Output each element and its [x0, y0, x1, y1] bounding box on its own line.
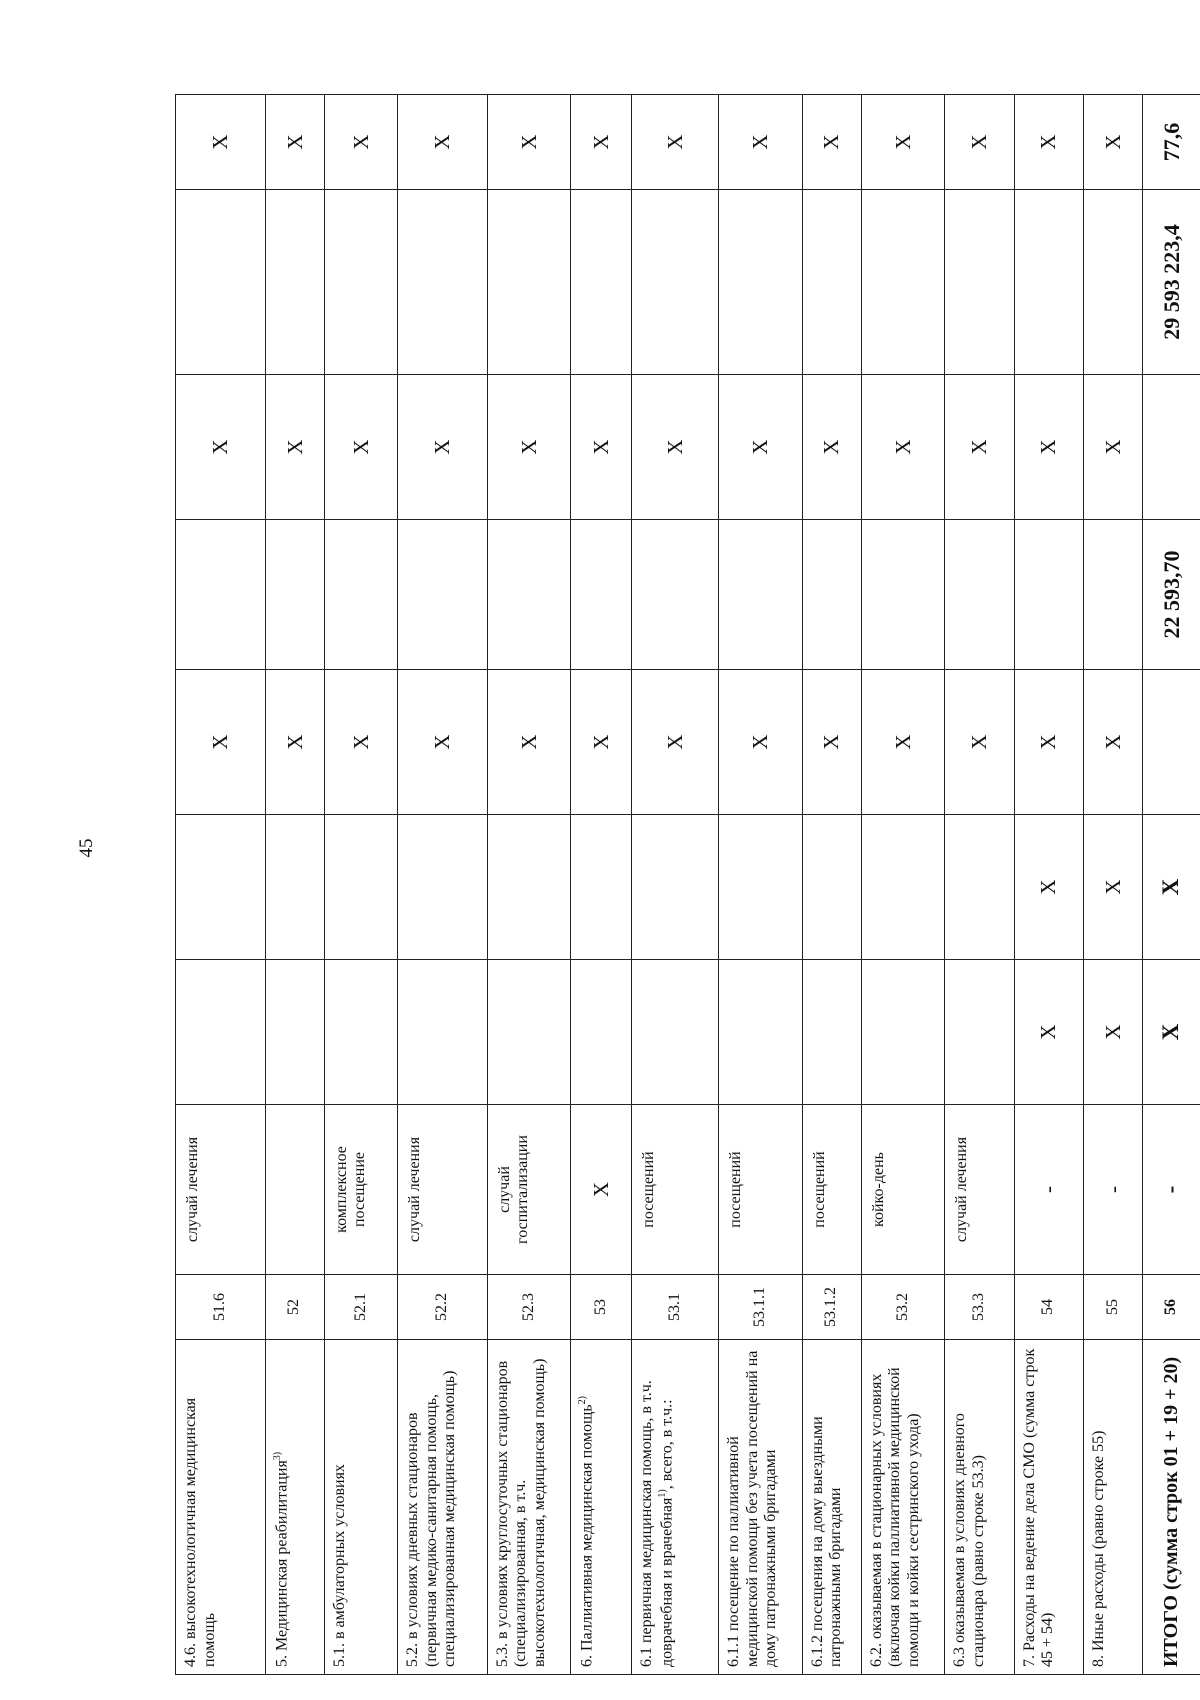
row-name: 6.3 оказываемая в условиях дневного стационара (равно строке 53.3)	[951, 1413, 987, 1667]
value-cell-c8: X	[632, 375, 719, 520]
value-cell-c4	[719, 960, 803, 1105]
value-cell-c6	[1142, 670, 1200, 815]
value-cell-c9: 29 593 223,4	[1142, 190, 1200, 375]
value-cell-c10: X	[945, 95, 1014, 190]
value-cell-c4	[487, 960, 571, 1105]
row-unit: койко-день	[861, 1105, 945, 1275]
value-cell-c10: X	[571, 95, 632, 190]
row-name: 8. Иные расходы (равно строке 55)	[1089, 1430, 1107, 1667]
value-cell-c9	[632, 190, 719, 375]
row-unit: посещений	[802, 1105, 861, 1275]
value-cell-c4	[802, 960, 861, 1105]
value-cell-c4: X	[1014, 960, 1083, 1105]
row-name: 6. Паллиативная медицинская помощь	[578, 1404, 596, 1667]
value-cell-c4	[861, 960, 945, 1105]
row-name-cell	[1142, 1340, 1200, 1675]
row-unit: случай госпитализации	[487, 1105, 571, 1275]
value-cell-c5	[861, 815, 945, 960]
value-cell-c6: X	[632, 670, 719, 815]
value-cell-c8: X	[571, 375, 632, 520]
value-cell-c9	[487, 190, 571, 375]
row-unit: -	[1083, 1105, 1142, 1275]
row-code: 54	[1014, 1275, 1083, 1340]
value-cell-c7	[1083, 520, 1142, 670]
row-name-cell	[324, 1340, 397, 1675]
value-cell-c6: X	[861, 670, 945, 815]
row-code: 53.3	[945, 1275, 1014, 1340]
value-cell-c8: X	[719, 375, 803, 520]
row-name-cell	[632, 1340, 719, 1675]
value-cell-c5	[802, 815, 861, 960]
row-code: 51.6	[176, 1275, 266, 1340]
value-cell-c10: X	[802, 95, 861, 190]
row-code: 52.2	[398, 1275, 488, 1340]
value-cell-c9	[719, 190, 803, 375]
row-name: 4.6. высокотехнологичная медицинская помощь	[182, 1397, 218, 1667]
row-code: 53.2	[861, 1275, 945, 1340]
value-cell-c8: X	[945, 375, 1014, 520]
value-cell-c7	[802, 520, 861, 670]
financing-table	[175, 94, 1200, 1675]
row-name: 5. Медицинская реабилитация	[272, 1460, 290, 1667]
row-code: 53.1	[632, 1275, 719, 1340]
value-cell-c4	[176, 960, 266, 1105]
value-cell-c7: 22 593,70	[1142, 520, 1200, 670]
row-code: 53.1.2	[802, 1275, 861, 1340]
row-name: 5.3. в условиях круглосуточных стационаров (специализированная, в т.ч. высокотехнологичная, медицинская помощь)	[493, 1358, 548, 1667]
value-cell-c5	[571, 815, 632, 960]
value-cell-c6: X	[1014, 670, 1083, 815]
table-row	[1014, 95, 1083, 1675]
value-cell-c7	[265, 520, 324, 670]
value-cell-c8: X	[1014, 375, 1083, 520]
value-cell-c4	[324, 960, 397, 1105]
value-cell-c7	[176, 520, 266, 670]
row-name-cell	[861, 1340, 945, 1675]
value-cell-c7	[1014, 520, 1083, 670]
value-cell-c7	[945, 520, 1014, 670]
value-cell-c7	[719, 520, 803, 670]
table-row	[571, 95, 632, 1675]
row-name-cell	[571, 1340, 632, 1675]
value-cell-c8: X	[861, 375, 945, 520]
value-cell-c10: X	[719, 95, 803, 190]
value-cell-c5	[945, 815, 1014, 960]
value-cell-c9	[265, 190, 324, 375]
value-cell-c9	[802, 190, 861, 375]
value-cell-c6: X	[802, 670, 861, 815]
value-cell-c5	[487, 815, 571, 960]
row-code: 52.1	[324, 1275, 397, 1340]
table-row	[487, 95, 571, 1675]
value-cell-c8: X	[398, 375, 488, 520]
value-cell-c10: X	[632, 95, 719, 190]
row-unit: комплексное посещение	[324, 1105, 397, 1275]
value-cell-c4	[632, 960, 719, 1105]
row-code: 52	[265, 1275, 324, 1340]
table-row	[632, 95, 719, 1675]
table-row	[861, 95, 945, 1675]
value-cell-c10: 77,6	[1142, 95, 1200, 190]
value-cell-c9	[1014, 190, 1083, 375]
value-cell-c4	[945, 960, 1014, 1105]
table-row	[1142, 95, 1200, 1675]
table-row	[719, 95, 803, 1675]
row-name: 6.2. оказываемая в стационарных условиях (включая койки паллиативной медицинской помощи и койки сестринского ухода)	[867, 1367, 922, 1667]
value-cell-c6: X	[398, 670, 488, 815]
value-cell-c5: X	[1142, 815, 1200, 960]
table-row	[802, 95, 861, 1675]
table-body	[176, 95, 1200, 1675]
value-cell-c5	[324, 815, 397, 960]
value-cell-c6: X	[571, 670, 632, 815]
row-unit: случай лечения	[398, 1105, 488, 1275]
row-name: 6.1.1 посещение по паллиативной медицинской помощи без учета посещений на дому патронажными бригадами	[725, 1350, 780, 1667]
value-cell-c6: X	[945, 670, 1014, 815]
value-cell-c8: X	[487, 375, 571, 520]
footnote-marker: 3)	[271, 1451, 283, 1461]
value-cell-c7	[398, 520, 488, 670]
table-row	[945, 95, 1014, 1675]
value-cell-c10: X	[324, 95, 397, 190]
row-name-cell	[1083, 1340, 1142, 1675]
value-cell-c6: X	[487, 670, 571, 815]
value-cell-c9	[398, 190, 488, 375]
row-unit: посещений	[719, 1105, 803, 1275]
row-name-cell	[719, 1340, 803, 1675]
row-name-cell	[945, 1340, 1014, 1675]
value-cell-c4	[571, 960, 632, 1105]
value-cell-c9	[1083, 190, 1142, 375]
table-row	[176, 95, 266, 1675]
row-name: 6.1.2 посещения на дому выездными патронажными бригадами	[808, 1416, 845, 1667]
row-unit: -	[1142, 1105, 1200, 1275]
table-row	[324, 95, 397, 1675]
value-cell-c7	[487, 520, 571, 670]
row-name: ИТОГО (сумма строк 01 + 19 + 20)	[1159, 1356, 1182, 1667]
row-unit: -	[1014, 1105, 1083, 1275]
footnote-marker: 2)	[577, 1396, 589, 1405]
row-unit: посещений	[632, 1105, 719, 1275]
table-row	[265, 95, 324, 1675]
value-cell-c8: X	[176, 375, 266, 520]
row-name: 5.2. в условиях дневных стационаров (первичная медико-санитарная помощь, специализированная медицинская помощь)	[404, 1370, 459, 1667]
value-cell-c4: X	[1142, 960, 1200, 1105]
row-code: 53	[571, 1275, 632, 1340]
value-cell-c8: X	[265, 375, 324, 520]
row-name: 6.1 первичная медицинская помощь, в т.ч. доврачебная и врачебная	[638, 1380, 676, 1667]
value-cell-c10: X	[487, 95, 571, 190]
value-cell-c7	[571, 520, 632, 670]
value-cell-c7	[861, 520, 945, 670]
row-name-cell	[176, 1340, 266, 1675]
value-cell-c5: X	[1014, 815, 1083, 960]
value-cell-c8: X	[324, 375, 397, 520]
value-cell-c10: X	[176, 95, 266, 190]
value-cell-c9	[571, 190, 632, 375]
value-cell-c9	[176, 190, 266, 375]
value-cell-c8: X	[1083, 375, 1142, 520]
row-code: 55	[1083, 1275, 1142, 1340]
value-cell-c6: X	[1083, 670, 1142, 815]
footnote-marker: 1)	[656, 1489, 668, 1498]
row-name-continuation: , всего, в т.ч.:	[658, 1399, 676, 1490]
row-unit: X	[571, 1105, 632, 1275]
value-cell-c6: X	[324, 670, 397, 815]
row-name-cell	[487, 1340, 571, 1675]
row-name: 5.1. в амбулаторных условиях	[330, 1464, 348, 1667]
row-code: 52.3	[487, 1275, 571, 1340]
row-unit: случай лечения	[176, 1105, 266, 1275]
row-unit: случай лечения	[945, 1105, 1014, 1275]
value-cell-c5	[176, 815, 266, 960]
row-name-cell	[802, 1340, 861, 1675]
value-cell-c9	[945, 190, 1014, 375]
value-cell-c10: X	[1014, 95, 1083, 190]
value-cell-c4	[265, 960, 324, 1105]
row-name-cell	[265, 1340, 324, 1675]
value-cell-c6: X	[265, 670, 324, 815]
value-cell-c5	[632, 815, 719, 960]
value-cell-c5: X	[1083, 815, 1142, 960]
row-unit	[265, 1105, 324, 1275]
value-cell-c5	[719, 815, 803, 960]
value-cell-c8	[1142, 375, 1200, 520]
value-cell-c9	[324, 190, 397, 375]
value-cell-c6: X	[176, 670, 266, 815]
value-cell-c10: X	[1083, 95, 1142, 190]
row-code: 53.1.1	[719, 1275, 803, 1340]
rotated-table-container	[175, 95, 1200, 1675]
value-cell-c9	[861, 190, 945, 375]
value-cell-c7	[632, 520, 719, 670]
table-row	[1083, 95, 1142, 1675]
value-cell-c8: X	[802, 375, 861, 520]
row-name-cell	[1014, 1340, 1083, 1675]
row-code: 56	[1142, 1275, 1200, 1340]
table-row	[398, 95, 488, 1675]
value-cell-c5	[398, 815, 488, 960]
value-cell-c5	[265, 815, 324, 960]
value-cell-c4: X	[1083, 960, 1142, 1105]
value-cell-c10: X	[398, 95, 488, 190]
row-name-cell	[398, 1340, 488, 1675]
value-cell-c10: X	[861, 95, 945, 190]
value-cell-c4	[398, 960, 488, 1105]
row-name: 7. Расходы на ведение дела СМО (сумма строк 45 + 54)	[1020, 1348, 1057, 1667]
value-cell-c10: X	[265, 95, 324, 190]
value-cell-c6: X	[719, 670, 803, 815]
value-cell-c7	[324, 520, 397, 670]
page-number: 45	[76, 838, 97, 858]
